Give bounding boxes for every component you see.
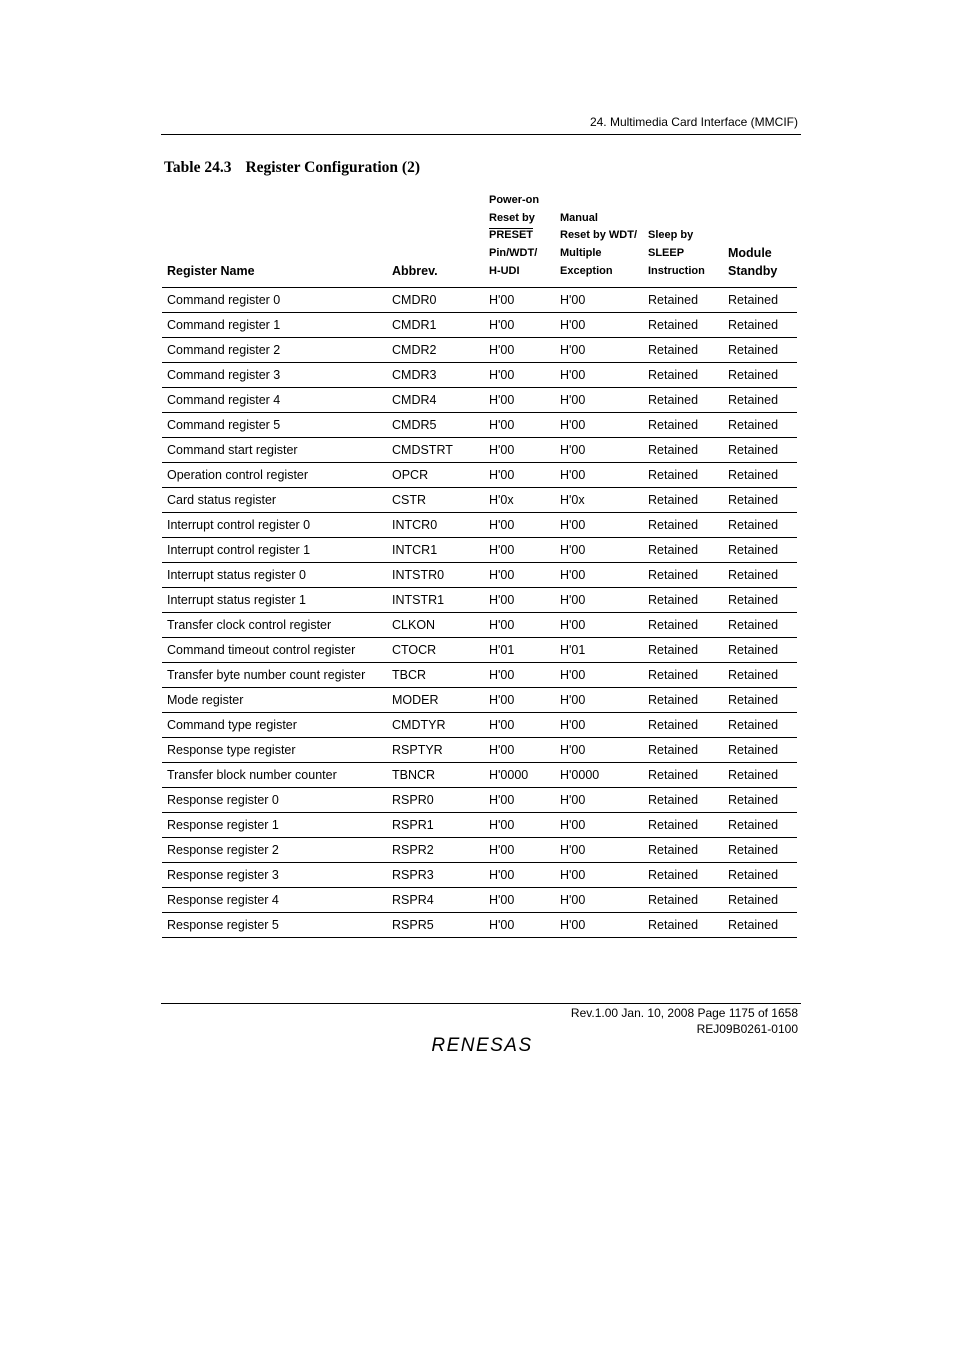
cell-manual-reset: H'00 — [555, 437, 643, 462]
cell-abbrev: CMDR2 — [387, 337, 484, 362]
cell-manual-reset: H'00 — [555, 512, 643, 537]
cell-module-standby: Retained — [723, 412, 797, 437]
table-body — [162, 287, 797, 937]
cell-manual-reset: H'00 — [555, 687, 643, 712]
cell-register-name: Transfer block number counter — [162, 762, 387, 787]
renesas-logo-icon — [422, 1032, 542, 1056]
cell-module-standby: Retained — [723, 662, 797, 687]
cell-sleep: Retained — [643, 837, 723, 862]
cell-sleep: Retained — [643, 612, 723, 637]
table-row — [162, 412, 797, 437]
cell-register-name: Card status register — [162, 487, 387, 512]
cell-power-on-reset: H'00 — [484, 362, 555, 387]
table-row — [162, 562, 797, 587]
footer-divider — [161, 1003, 801, 1004]
cell-manual-reset: H'0x — [555, 487, 643, 512]
col-manual-line: Exception — [560, 264, 613, 277]
cell-sleep: Retained — [643, 412, 723, 437]
cell-register-name: Response register 3 — [162, 862, 387, 887]
table-row — [162, 537, 797, 562]
cell-module-standby: Retained — [723, 512, 797, 537]
cell-sleep: Retained — [643, 887, 723, 912]
cell-abbrev: INTSTR1 — [387, 587, 484, 612]
col-sleep-line: SLEEP — [648, 247, 685, 260]
cell-sleep: Retained — [643, 862, 723, 887]
cell-abbrev: INTCR1 — [387, 537, 484, 562]
register-table — [162, 192, 797, 938]
cell-power-on-reset: H'00 — [484, 387, 555, 412]
cell-register-name: Operation control register — [162, 462, 387, 487]
col-module-line: Module — [728, 246, 772, 261]
cell-abbrev: CLKON — [387, 612, 484, 637]
cell-module-standby: Retained — [723, 762, 797, 787]
cell-sleep: Retained — [643, 662, 723, 687]
col-por-line: Reset by — [489, 211, 535, 224]
cell-manual-reset: H'00 — [555, 712, 643, 737]
cell-manual-reset: H'00 — [555, 612, 643, 637]
col-manual-line: Manual — [560, 211, 598, 224]
cell-module-standby: Retained — [723, 387, 797, 412]
table-row — [162, 912, 797, 937]
table-number: Table 24.3 — [164, 159, 232, 176]
cell-abbrev: RSPTYR — [387, 737, 484, 762]
cell-register-name: Command start register — [162, 437, 387, 462]
cell-abbrev: MODER — [387, 687, 484, 712]
cell-register-name: Command register 2 — [162, 337, 387, 362]
cell-module-standby: Retained — [723, 362, 797, 387]
cell-module-standby: Retained — [723, 712, 797, 737]
col-module-line: Standby — [728, 263, 778, 278]
table-row — [162, 362, 797, 387]
cell-power-on-reset: H'00 — [484, 587, 555, 612]
cell-sleep: Retained — [643, 312, 723, 337]
col-por-preset: PRESET — [489, 229, 534, 242]
cell-manual-reset: H'00 — [555, 412, 643, 437]
cell-abbrev: RSPR0 — [387, 787, 484, 812]
cell-power-on-reset: H'00 — [484, 887, 555, 912]
col-por-line: H-UDI — [489, 264, 520, 277]
col-manual-reset — [555, 192, 643, 287]
table-row — [162, 612, 797, 637]
cell-manual-reset: H'00 — [555, 887, 643, 912]
cell-manual-reset: H'00 — [555, 462, 643, 487]
cell-register-name: Response register 1 — [162, 812, 387, 837]
cell-sleep: Retained — [643, 687, 723, 712]
cell-power-on-reset: H'00 — [484, 687, 555, 712]
cell-abbrev: CSTR — [387, 487, 484, 512]
cell-power-on-reset: H'00 — [484, 712, 555, 737]
cell-sleep: Retained — [643, 712, 723, 737]
col-por-line: Pin/WDT/ — [489, 247, 538, 260]
cell-module-standby: Retained — [723, 812, 797, 837]
cell-register-name: Command type register — [162, 712, 387, 737]
cell-abbrev: CMDR4 — [387, 387, 484, 412]
cell-sleep: Retained — [643, 912, 723, 937]
table-row — [162, 337, 797, 362]
header-divider — [161, 134, 801, 135]
cell-register-name: Response register 0 — [162, 787, 387, 812]
cell-abbrev: CMDSTRT — [387, 437, 484, 462]
cell-sleep: Retained — [643, 737, 723, 762]
cell-module-standby: Retained — [723, 837, 797, 862]
cell-power-on-reset: H'00 — [484, 412, 555, 437]
cell-manual-reset: H'00 — [555, 312, 643, 337]
cell-power-on-reset: H'00 — [484, 437, 555, 462]
cell-sleep: Retained — [643, 337, 723, 362]
cell-manual-reset: H'00 — [555, 662, 643, 687]
cell-sleep: Retained — [643, 637, 723, 662]
cell-power-on-reset: H'0x — [484, 487, 555, 512]
cell-manual-reset: H'00 — [555, 737, 643, 762]
table-row — [162, 312, 797, 337]
col-sleep-line: Instruction — [648, 264, 705, 277]
cell-power-on-reset: H'00 — [484, 787, 555, 812]
cell-module-standby: Retained — [723, 612, 797, 637]
cell-sleep: Retained — [643, 487, 723, 512]
col-module-standby — [723, 192, 797, 287]
cell-sleep: Retained — [643, 362, 723, 387]
cell-module-standby: Retained — [723, 537, 797, 562]
cell-abbrev: CMDTYR — [387, 712, 484, 737]
cell-manual-reset: H'00 — [555, 537, 643, 562]
table-row — [162, 637, 797, 662]
cell-register-name: Mode register — [162, 687, 387, 712]
table-row — [162, 762, 797, 787]
cell-power-on-reset: H'00 — [484, 312, 555, 337]
running-head: 24. Multimedia Card Interface (MMCIF) — [589, 115, 798, 129]
cell-module-standby: Retained — [723, 787, 797, 812]
cell-abbrev: CTOCR — [387, 637, 484, 662]
table-row — [162, 737, 797, 762]
cell-abbrev: RSPR2 — [387, 837, 484, 862]
cell-power-on-reset: H'01 — [484, 637, 555, 662]
logo-text: RENESAS — [431, 1035, 533, 1056]
col-sleep — [643, 192, 723, 287]
cell-module-standby: Retained — [723, 887, 797, 912]
cell-module-standby: Retained — [723, 562, 797, 587]
cell-sleep: Retained — [643, 562, 723, 587]
cell-power-on-reset: H'00 — [484, 337, 555, 362]
col-power-on-reset — [484, 192, 555, 287]
cell-module-standby: Retained — [723, 337, 797, 362]
cell-manual-reset: H'0000 — [555, 762, 643, 787]
table-row — [162, 487, 797, 512]
table-row — [162, 887, 797, 912]
cell-manual-reset: H'00 — [555, 787, 643, 812]
cell-module-standby: Retained — [723, 287, 797, 312]
cell-module-standby: Retained — [723, 462, 797, 487]
cell-module-standby: Retained — [723, 862, 797, 887]
cell-register-name: Interrupt status register 0 — [162, 562, 387, 587]
cell-abbrev: CMDR3 — [387, 362, 484, 387]
table-row — [162, 787, 797, 812]
cell-power-on-reset: H'00 — [484, 812, 555, 837]
col-manual-line: Multiple — [560, 247, 602, 260]
document-code: REJ09B0261-0100 — [696, 1021, 798, 1036]
table-row — [162, 862, 797, 887]
cell-module-standby: Retained — [723, 437, 797, 462]
cell-register-name: Command timeout control register — [162, 637, 387, 662]
cell-power-on-reset: H'00 — [484, 462, 555, 487]
cell-sleep: Retained — [643, 812, 723, 837]
cell-sleep: Retained — [643, 512, 723, 537]
cell-power-on-reset: H'00 — [484, 912, 555, 937]
cell-module-standby: Retained — [723, 312, 797, 337]
cell-abbrev: INTCR0 — [387, 512, 484, 537]
table-row — [162, 687, 797, 712]
cell-module-standby: Retained — [723, 912, 797, 937]
cell-register-name: Command register 5 — [162, 412, 387, 437]
cell-abbrev: RSPR1 — [387, 812, 484, 837]
cell-module-standby: Retained — [723, 587, 797, 612]
table-row — [162, 462, 797, 487]
table-row — [162, 287, 797, 312]
table-row — [162, 512, 797, 537]
cell-sleep: Retained — [643, 787, 723, 812]
cell-manual-reset: H'00 — [555, 912, 643, 937]
cell-abbrev: OPCR — [387, 462, 484, 487]
cell-abbrev: TBCR — [387, 662, 484, 687]
cell-manual-reset: H'00 — [555, 287, 643, 312]
cell-power-on-reset: H'00 — [484, 837, 555, 862]
table-row — [162, 387, 797, 412]
table-row — [162, 837, 797, 862]
cell-sleep: Retained — [643, 287, 723, 312]
table-header-row — [162, 192, 797, 287]
cell-power-on-reset: H'00 — [484, 612, 555, 637]
col-register-name: Register Name — [167, 263, 255, 278]
table-row — [162, 712, 797, 737]
cell-sleep: Retained — [643, 762, 723, 787]
cell-sleep: Retained — [643, 437, 723, 462]
cell-register-name: Response register 4 — [162, 887, 387, 912]
cell-abbrev: RSPR5 — [387, 912, 484, 937]
cell-manual-reset: H'00 — [555, 362, 643, 387]
cell-register-name: Interrupt control register 1 — [162, 537, 387, 562]
cell-power-on-reset: H'00 — [484, 737, 555, 762]
cell-module-standby: Retained — [723, 487, 797, 512]
cell-power-on-reset: H'00 — [484, 662, 555, 687]
cell-manual-reset: H'00 — [555, 562, 643, 587]
cell-register-name: Command register 3 — [162, 362, 387, 387]
cell-abbrev: CMDR1 — [387, 312, 484, 337]
col-sleep-line: Sleep by — [648, 229, 694, 242]
cell-power-on-reset: H'0000 — [484, 762, 555, 787]
cell-register-name: Command register 0 — [162, 287, 387, 312]
cell-manual-reset: H'00 — [555, 337, 643, 362]
cell-manual-reset: H'00 — [555, 387, 643, 412]
cell-abbrev: CMDR5 — [387, 412, 484, 437]
table-row — [162, 587, 797, 612]
cell-abbrev: INTSTR0 — [387, 562, 484, 587]
cell-register-name: Interrupt control register 0 — [162, 512, 387, 537]
cell-sleep: Retained — [643, 462, 723, 487]
cell-abbrev: RSPR3 — [387, 862, 484, 887]
cell-power-on-reset: H'00 — [484, 512, 555, 537]
cell-register-name: Response register 5 — [162, 912, 387, 937]
table-title: Register Configuration (2) — [245, 159, 420, 176]
cell-register-name: Response register 2 — [162, 837, 387, 862]
cell-register-name: Command register 4 — [162, 387, 387, 412]
cell-abbrev: TBNCR — [387, 762, 484, 787]
cell-sleep: Retained — [643, 387, 723, 412]
cell-module-standby: Retained — [723, 687, 797, 712]
cell-sleep: Retained — [643, 537, 723, 562]
table-caption — [164, 159, 420, 177]
cell-sleep: Retained — [643, 587, 723, 612]
cell-abbrev: RSPR4 — [387, 887, 484, 912]
col-abbrev: Abbrev. — [392, 263, 438, 278]
cell-register-name: Interrupt status register 1 — [162, 587, 387, 612]
page-footer — [571, 1006, 798, 1037]
table-row — [162, 662, 797, 687]
cell-manual-reset: H'00 — [555, 812, 643, 837]
cell-module-standby: Retained — [723, 737, 797, 762]
cell-abbrev: CMDR0 — [387, 287, 484, 312]
col-manual-line: Reset by WDT/ — [560, 229, 638, 242]
cell-power-on-reset: H'00 — [484, 537, 555, 562]
cell-manual-reset: H'00 — [555, 587, 643, 612]
cell-power-on-reset: H'00 — [484, 862, 555, 887]
cell-manual-reset: H'01 — [555, 637, 643, 662]
cell-register-name: Transfer byte number count register — [162, 662, 387, 687]
cell-manual-reset: H'00 — [555, 862, 643, 887]
revision-info: Rev.1.00 Jan. 10, 2008 Page 1175 of 1658 — [570, 1006, 798, 1020]
cell-register-name: Command register 1 — [162, 312, 387, 337]
col-por-line: Power-on — [489, 194, 540, 206]
cell-module-standby: Retained — [723, 637, 797, 662]
cell-power-on-reset: H'00 — [484, 287, 555, 312]
table-row — [162, 437, 797, 462]
cell-power-on-reset: H'00 — [484, 562, 555, 587]
cell-register-name: Transfer clock control register — [162, 612, 387, 637]
cell-manual-reset: H'00 — [555, 837, 643, 862]
table-row — [162, 812, 797, 837]
cell-register-name: Response type register — [162, 737, 387, 762]
